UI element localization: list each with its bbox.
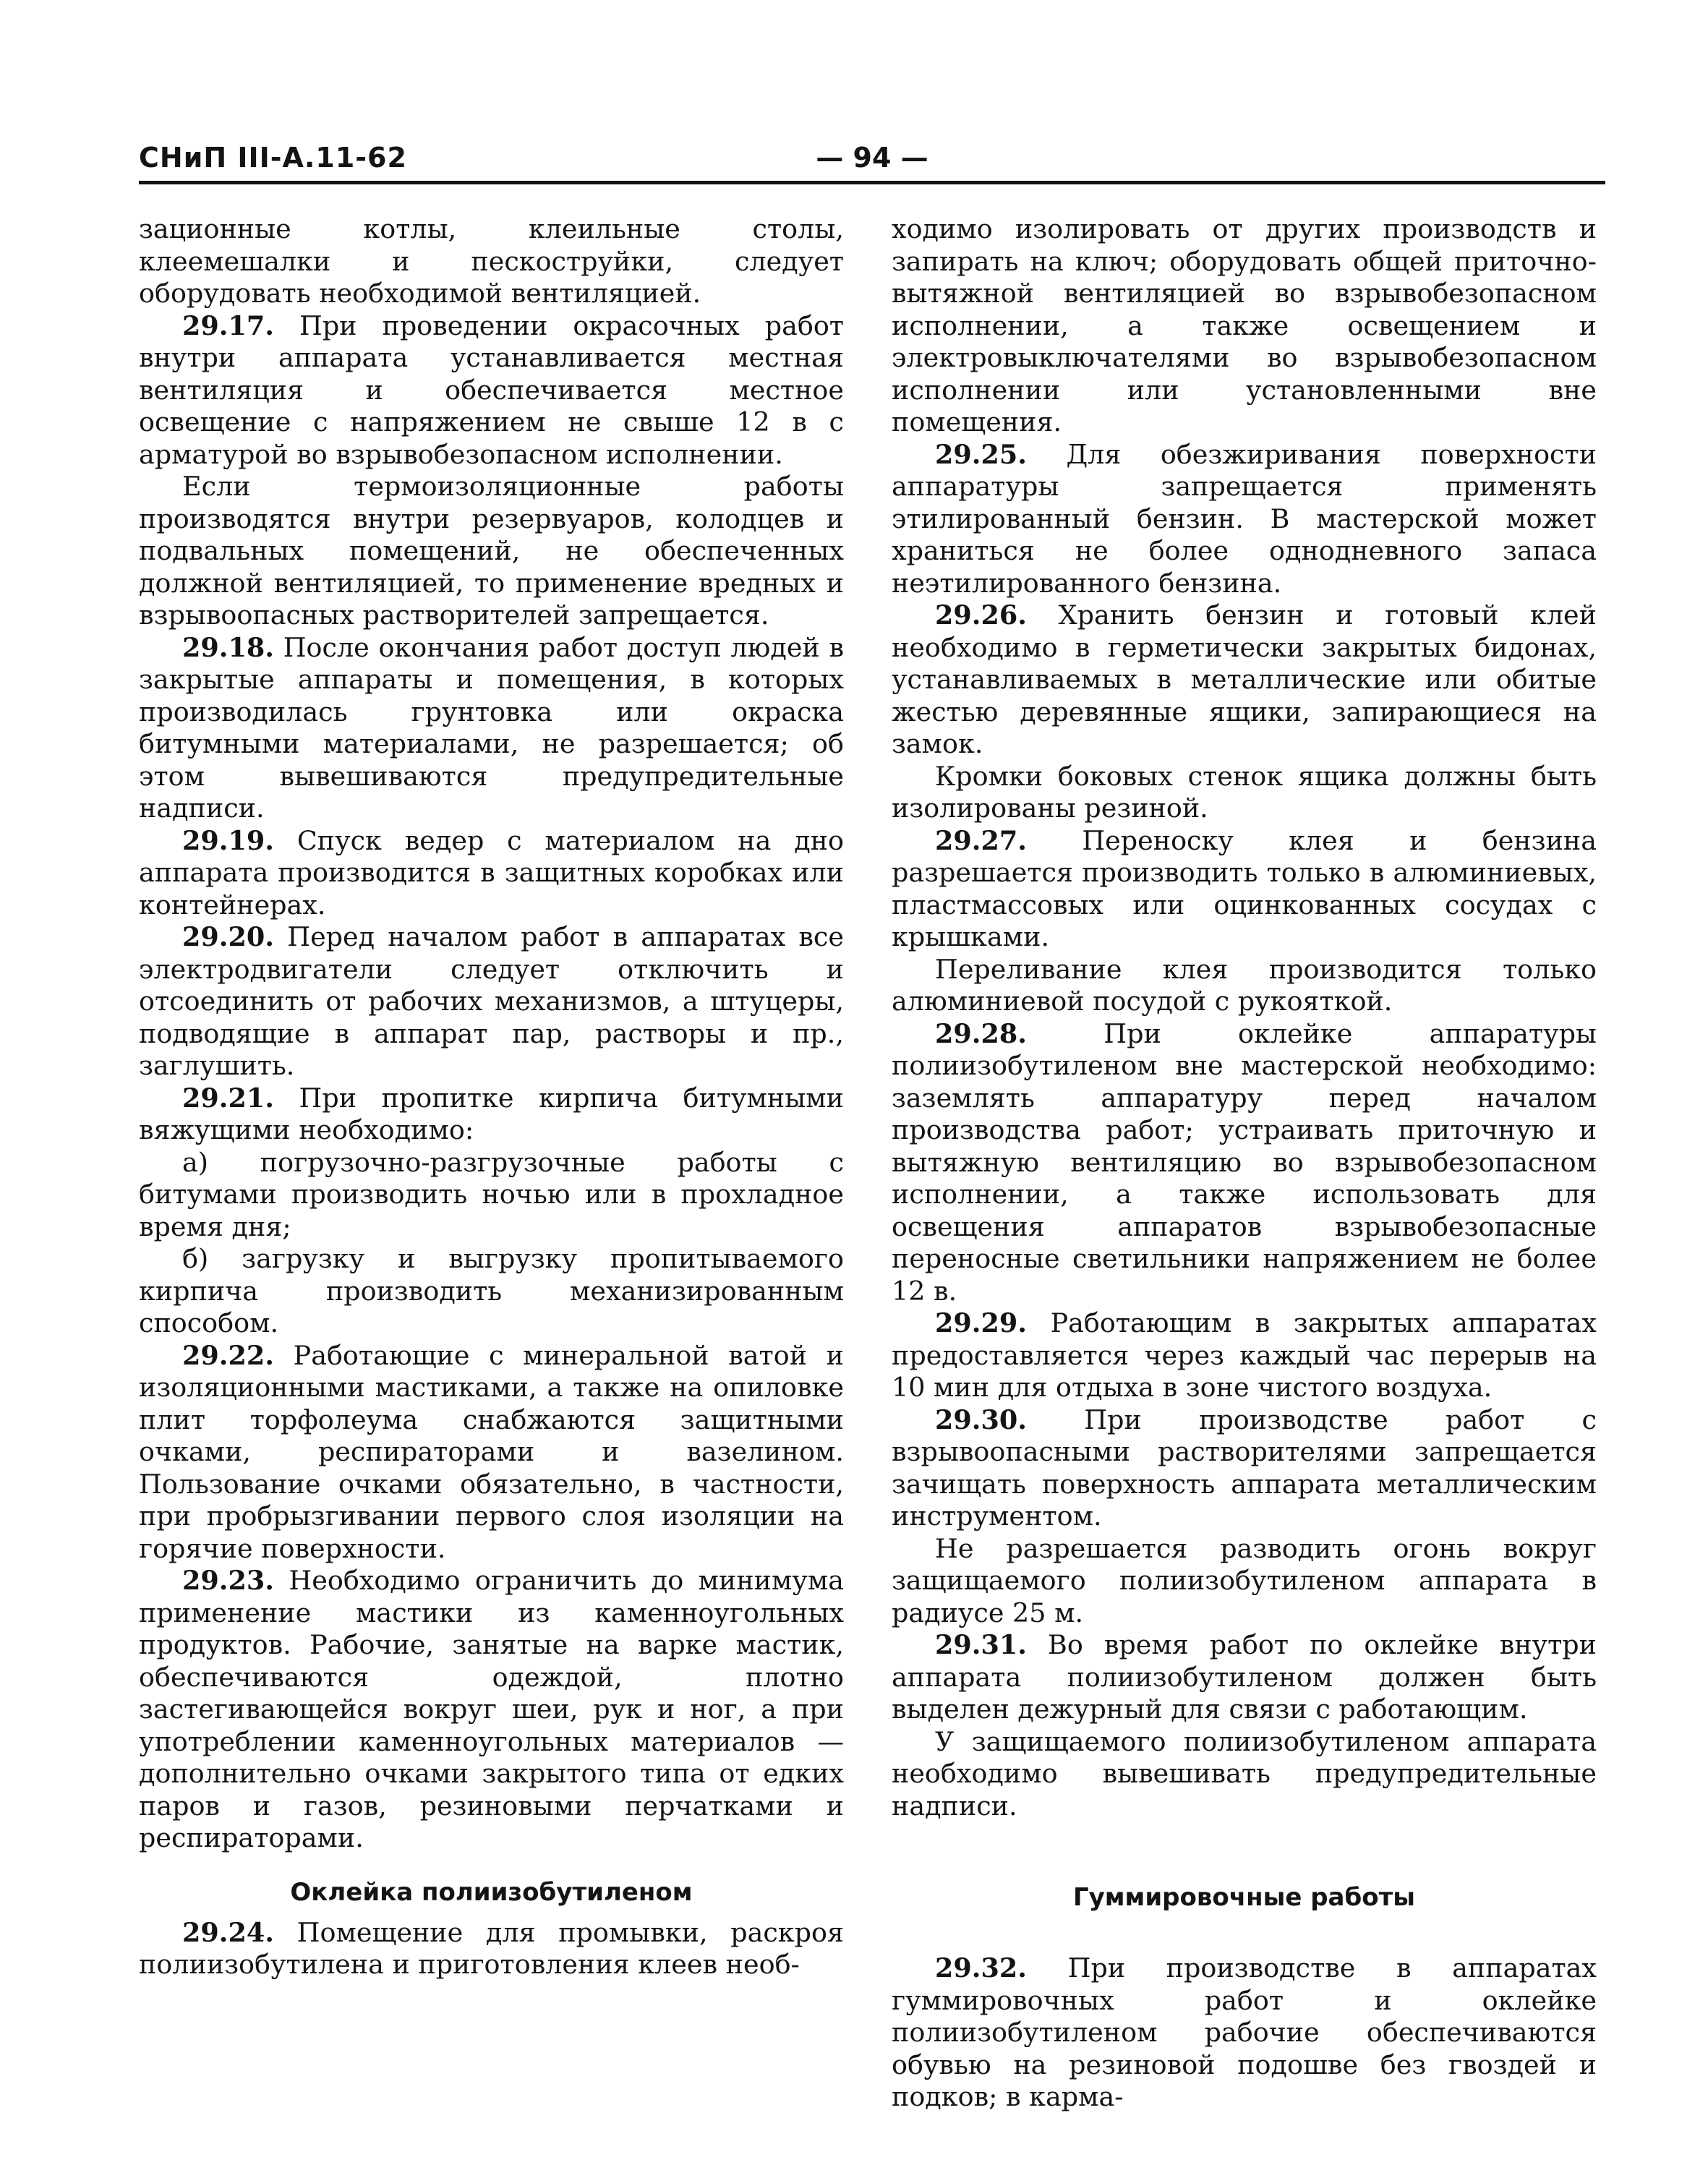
clause-29-20: [139, 921, 844, 1082]
section-heading-rubber-lining: Гуммировочные работы: [1072, 1883, 1416, 1912]
clause-number: 29.22.: [182, 1339, 275, 1371]
clause-29-22: [139, 1340, 844, 1566]
clause-29-29: [892, 1307, 1597, 1404]
clause-29-17: [139, 310, 844, 471]
clause-29-31: [892, 1629, 1597, 1726]
clause-number: 29.23.: [182, 1565, 275, 1596]
section-heading-polyisobutylene: Оклейка полиизобутиленом: [290, 1877, 693, 1907]
clause-number: 29.25.: [935, 438, 1028, 470]
clause-text: При проведении окрасочных работ внутри аппарата устанавливается местная вентиляция и обеспечивается местное освещение с напряжением не свыше 12 в с арматурой во взрывобезопасном исполнении.: [139, 309, 844, 470]
paragraph-thermo: Если термоизоляционные работы производятся внутри резервуаров, колодцев и подвальных помещений, не обеспеченных должной вентиляцией, то применение вредных и взрывоопасных растворителей запрещается.: [139, 471, 844, 631]
header-rule: [139, 181, 1605, 184]
clause-text: Переноску клея и бензина разрешается производить только в алюминиевых, пластмассовых или оцинкованных сосудах с крышками.: [892, 824, 1597, 952]
clause-29-28: [892, 1018, 1597, 1308]
list-item-b: б) загрузку и выгрузку пропитываемого кирпича производить механизированным способом.: [139, 1243, 844, 1338]
clause-29-25: [892, 439, 1597, 600]
clause-text: После окончания работ доступ людей в закрытые аппараты и помещения, в которых производилась грунтовка или окраска битумными материалами, не разрешается; об этом вывешиваются предупредительные надписи.: [139, 631, 844, 824]
clause-text: Для обезжиривания поверхности аппаратуры запрещается применять этилированный бензин. В мастерской может храниться не более однодневного запаса неэтилированного бензина.: [892, 438, 1597, 599]
clause-number: 29.24.: [182, 1916, 275, 1948]
clause-text: При пропитке кирпича битумными вяжущими необходимо:: [139, 1082, 844, 1145]
paragraph-pouring: Переливание клея производится только алюминиевой посудой с рукояткой.: [892, 953, 1597, 1017]
clause-29-32: [892, 1952, 1597, 2114]
clause-text: Работающие с минеральной ватой и изоляционными мастиками, а также на опиловке плит торфолеума снабжаются защитными очками, респираторами и вазелином. Пользование очками обязательно, в частности, при пробрызгивании первого слоя изоляции на горячие поверхности.: [139, 1339, 844, 1564]
clause-29-18: [139, 632, 844, 825]
clause-29-19: [139, 825, 844, 922]
left-column: [139, 213, 844, 1981]
paragraph-fire: Не разрешается разводить огонь вокруг защищаемого полиизобутиленом аппарата в радиусе 25 м.: [892, 1532, 1597, 1628]
clause-text: При оклейке аппаратуры полиизобутиленом вне мастерской необходимо: заземлять аппаратуру перед началом производства работ; устраивать приточную и вытяжную вентиляцию во взрывобезопасном исполнении, а также использовать для освещения аппаратов взрывобезопасные переносные светильники напряжением не более 12 в.: [892, 1017, 1597, 1307]
paragraph-intro: зационные котлы, клеильные столы, клеемешалки и пескоструйки, следует оборудовать необходимой вентиляцией.: [139, 213, 844, 309]
clause-text: Необходимо ограничить до минимума применение мастики из каменноугольных продуктов. Рабочие, занятые на варке мастик, обеспечиваются одеждой, плотно застегивающейся вокруг шеи, рук и ног, а при употреблении каменноугольных материалов — дополнительно очками закрытого типа от едких паров и газов, резиновыми перчатками и респираторами.: [139, 1565, 844, 1853]
clause-number: 29.21.: [182, 1082, 275, 1114]
list-item-a: а) погрузочно-разгрузочные работы с битумами производить ночью или в прохладное время дня;: [139, 1146, 844, 1242]
clause-number: 29.32.: [935, 1952, 1028, 1983]
clause-number: 29.19.: [182, 824, 275, 856]
clause-number: 29.28.: [935, 1017, 1028, 1049]
clause-29-23: [139, 1565, 844, 1855]
clause-29-24: [139, 1917, 844, 1981]
clause-text: Во время работ по оклейке внутри аппарата полиизобутиленом должен быть выделен дежурный для связи с работающим.: [892, 1629, 1597, 1725]
paragraph-continuation: ходимо изолировать от других производств и запирать на ключ; оборудовать общей приточно-вытяжной вентиляцией во взрывобезопасном исполнении, а также освещением и электровыключателями во взрывобезопасном исполнении или установленными вне помещения.: [892, 213, 1597, 437]
clause-number: 29.30.: [935, 1404, 1028, 1435]
clause-number: 29.26.: [935, 599, 1028, 631]
clause-29-26: [892, 599, 1597, 761]
clause-29-21: [139, 1082, 844, 1147]
right-column: [892, 213, 1597, 2114]
clause-text: Перед началом работ в аппаратах все электродвигатели следует отключить и отсоединить от рабочих механизмов, а штуцеры, подводящие в аппарат пар, растворы и пр., заглушить.: [139, 921, 844, 1081]
clause-29-27: [892, 825, 1597, 954]
clause-number: 29.29.: [935, 1307, 1028, 1338]
page-header: [139, 142, 1605, 185]
clause-number: 29.17.: [182, 309, 275, 341]
clause-text: Помещение для промывки, раскроя полиизобутилена и приготовления клеев необ-: [139, 1916, 844, 1980]
clause-text: При производстве работ с взрывоопасными растворителями запрещается зачищать поверхность аппарата металлическим инструментом.: [892, 1404, 1597, 1532]
clause-number: 29.20.: [182, 921, 275, 952]
clause-number: 29.27.: [935, 824, 1028, 856]
clause-29-30: [892, 1404, 1597, 1533]
paragraph-signs: У защищаемого полиизобутиленом аппарата необходимо вывешивать предупредительные надписи.: [892, 1725, 1597, 1822]
document-code: СНиП III-А.11-62: [139, 142, 407, 174]
clause-text: Работающим в закрытых аппаратах предоставляется через каждый час перерыв на 10 мин для отдыха в зоне чистого воздуха.: [892, 1307, 1597, 1403]
clause-number: 29.31.: [935, 1629, 1028, 1660]
clause-text: Хранить бензин и готовый клей необходимо в герметически закрытых бидонах, устанавливаемых в металлические или обитые жестью деревянные ящики, запирающиеся на замок.: [892, 599, 1597, 759]
page-number: — 94 —: [816, 142, 928, 174]
paragraph-edges: Кромки боковых стенок ящика должны быть изолированы резиной.: [892, 760, 1597, 824]
clause-number: 29.18.: [182, 631, 275, 663]
clause-text: Спуск ведер с материалом на дно аппарата производится в защитных коробках или контейнерах.: [139, 824, 844, 921]
clause-text: При производстве в аппаратах гуммировочных работ и оклейке полиизобутиленом рабочие обеспечиваются обувью на резиновой подошве без гвоздей и подков; в карма-: [892, 1952, 1597, 2112]
